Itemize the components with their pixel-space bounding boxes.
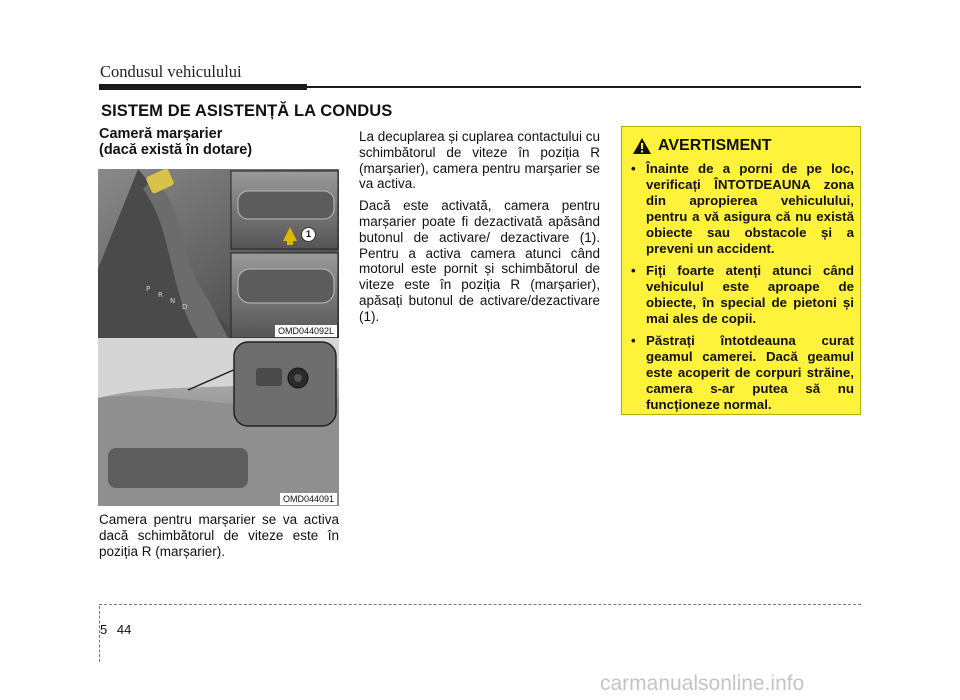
bullet: • (631, 333, 636, 348)
svg-text:D: D (182, 303, 188, 311)
footer-rule (99, 604, 861, 605)
warning-title: AVERTISMENT (658, 137, 772, 154)
page-number-value: 44 (116, 622, 132, 637)
warning-item (628, 333, 854, 413)
chapter-header: Condusul vehiculului (100, 62, 242, 81)
shifter-mirror-illustration (98, 169, 339, 338)
warning-triangle-icon (632, 137, 652, 155)
figure-shifter-mirror (98, 169, 339, 338)
bullet: • (631, 161, 636, 176)
rear-camera-illustration (98, 338, 339, 506)
warning-item-text: Fiți foarte atenți atunci când vehiculul este aproape de obiecte, în special de pietoni și mai ales de copii. (646, 263, 854, 326)
paragraph: La decuplarea și cuplarea contactului cu schimbătorul de viteze în poziția R (marșarier), camera pentru marșarier se va activa. (359, 129, 600, 192)
warning-item-text: Păstrați întotdeauna curat geamul camerei. Dacă geamul este acoperit de corpuri străine, camera s-ar putea să nu funcționeze normal. (646, 333, 854, 412)
header-rule-thin (307, 86, 861, 88)
section-title: SISTEM DE ASISTENȚĂ LA CONDUS (101, 102, 393, 120)
page-number (100, 622, 131, 637)
warning-item (628, 161, 854, 257)
figure-code: OMD044092L (275, 325, 337, 337)
subsection-title-line-2: (dacă există în dotare) (99, 142, 253, 158)
left-caption: Camera pentru marșarier se va activa dacă schimbătorul de viteze este în poziția R (marșarier). (99, 512, 339, 559)
warning-list (628, 161, 854, 419)
svg-text:P: P (146, 285, 151, 293)
figure-code: OMD044091 (280, 493, 337, 505)
svg-text:R: R (158, 291, 163, 299)
warning-item (628, 263, 854, 327)
warning-item-text: Înainte de a porni de pe loc, verificați ÎNTOTDEAUNA zona din apropierea vehiculului, pentru a vă asigura că nu există obiecte sau obstacole și a preveni un accident. (646, 161, 854, 256)
header-rule-thick (99, 84, 307, 90)
warning-heading (632, 137, 771, 155)
svg-text:N: N (170, 297, 176, 305)
callout-1: 1 (301, 227, 316, 242)
bullet: • (631, 263, 636, 278)
chapter-number: 5 (100, 622, 108, 637)
paragraph: Dacă este activată, camera pentru marșarier poate fi dezactivată apăsând butonul de activare/ dezactivare (1). Pentru a activa camera atunci când motorul este pornit și schimbătorul de viteze este în poziția R (marșarier), apăsați butonul de activare/dezactivare (1). (359, 198, 600, 324)
middle-text-column (359, 129, 600, 331)
watermark[interactable]: carmanualsonline.info (600, 672, 805, 695)
warning-box (621, 126, 861, 415)
subsection-title (99, 126, 252, 158)
subsection-title-line-1: Cameră marșarier (99, 126, 223, 142)
figure-rear-camera (98, 338, 339, 506)
